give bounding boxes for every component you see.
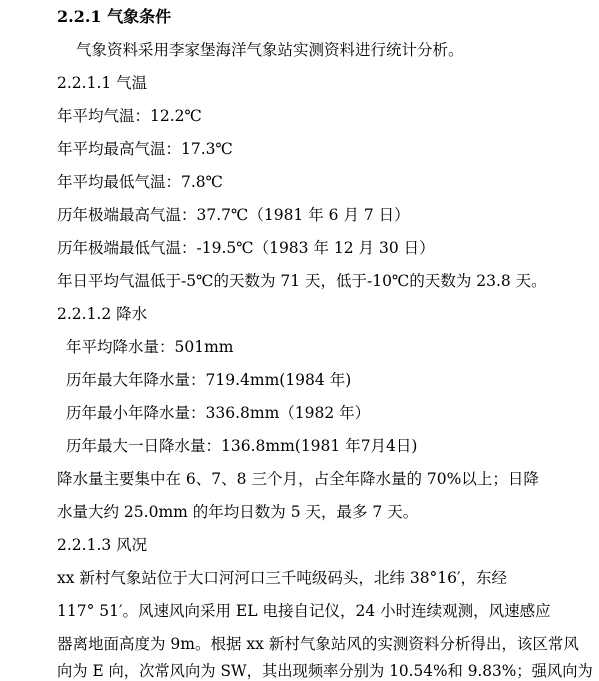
precip-paragraph-line: 降水量主要集中在 6、7、8 三个月，占全年降水量的 70%以上；日降 bbox=[57, 470, 539, 488]
wind-paragraph-line: xx 新村气象站位于大口河河口三千吨级码头，北纬 38°16′，东经 bbox=[57, 569, 508, 587]
precip-item: 历年最小年降水量：336.8mm（1982 年） bbox=[66, 404, 371, 422]
wind-paragraph-line: 器离地面高度为 9m。根据 xx 新村气象站风的实测资料分析得出，该区常风 bbox=[57, 635, 579, 653]
temp-item: 历年极端最低气温：-19.5℃（1983 年 12 月 30 日） bbox=[57, 239, 435, 257]
intro-paragraph: 气象资料采用李家堡海洋气象站实测资料进行统计分析。 bbox=[76, 41, 464, 59]
temp-item: 年平均最高气温：17.3℃ bbox=[57, 140, 233, 158]
temp-item: 年日平均气温低于-5℃的天数为 71 天，低于-10℃的天数为 23.8 天。 bbox=[57, 272, 547, 290]
wind-subheading: 2.2.1.3 风况 bbox=[57, 536, 148, 554]
precip-item: 年平均降水量：501mm bbox=[66, 338, 234, 356]
wind-paragraph-line: 向为 E 向，次常风向为 SW，其出现频率分别为 10.54%和 9.83%；强风向为 bbox=[57, 662, 593, 680]
precip-paragraph-line: 水量大约 25.0mm 的年均日数为 5 天，最多 7 天。 bbox=[57, 503, 419, 521]
temp-item: 年平均最低气温：7.8℃ bbox=[57, 173, 223, 191]
section-heading: 2.2.1 气象条件 bbox=[57, 7, 172, 26]
precip-item: 历年最大年降水量：719.4mm(1984 年) bbox=[66, 371, 352, 389]
temp-item: 年平均气温：12.2℃ bbox=[57, 107, 202, 125]
precipitation-subheading: 2.2.1.2 降水 bbox=[57, 305, 148, 323]
wind-paragraph-line: 117° 51′。风速风向采用 EL 电接自记仪，24 小时连续观测，风速感应 bbox=[57, 602, 551, 620]
temperature-subheading: 2.2.1.1 气温 bbox=[57, 74, 148, 92]
precip-item: 历年最大一日降水量：136.8mm(1981 年7月4日) bbox=[66, 437, 418, 455]
temp-item: 历年极端最高气温：37.7℃（1981 年 6 月 7 日） bbox=[57, 206, 410, 224]
